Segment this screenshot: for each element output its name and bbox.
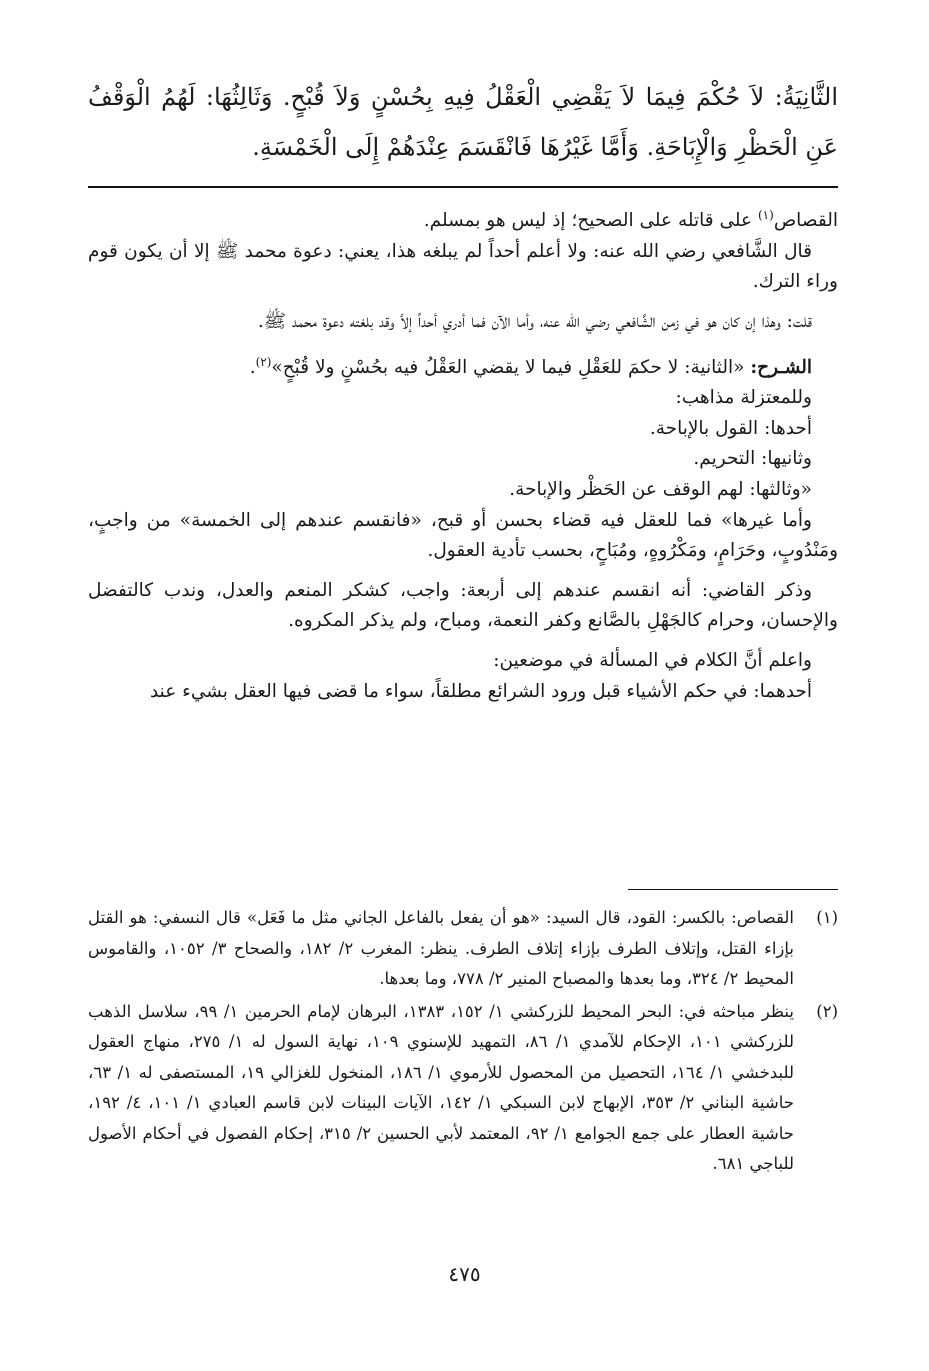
list-line-3: وثانيها: التحريم. [693, 448, 812, 470]
sharh-paragraph [88, 347, 838, 384]
matn-separator [88, 186, 838, 188]
paragraph-1 [88, 200, 838, 237]
matn-block [88, 72, 838, 172]
list-line-2: أحدها: القول بالإباحة. [649, 417, 812, 439]
paragraph-3: قلت: وهذا إن كان هو في زمن الشَّافعي رضي الله عنه، وأما الآن فما أدري أحداً إلاَّ وقد بلغته دعوة محمد ﷺ. [257, 310, 812, 332]
sharh-end: . [249, 356, 256, 378]
footnotes [88, 903, 838, 1182]
paragraph-6: واعلم أنَّ الكلام في المسألة في موضعين: [493, 650, 812, 672]
paragraph-2: قال الشَّافعي رضي الله عنه: ولا أعلم أحداً لم يبلغه هذا، يعني: دعوة محمد ﷺ إلا أن يكون قوم وراء الترك. [88, 240, 838, 293]
footnote-ref-2[interactable]: (٢) [255, 354, 272, 369]
footnote-number: (١) [816, 908, 838, 927]
matn-text: الثَّانِيَةُ: لاَ حُكْمَ فِيمَا لاَ يَقْضِي الْعَقْلُ فِيهِ بِحُسْنٍ وَلاَ قُبْحٍ. وَثَالِثُهَا: لَهُمُ الْوَقْفُ عَنِ الْحَظْرِ وَالْإِبَاحَةِ. وَأَمَّا غَيْرُهَا فَانْقَسَمَ عِنْدَهُمْ إِلَى الْخَمْسَةِ. [88, 83, 839, 161]
footnote-ref-1[interactable]: (١) [757, 208, 774, 222]
paragraph-7: أحدهما: في حكم الأشياء قبل ورود الشرائع مطلقاً، سواء ما قضى فيها العقل بشيء عند [149, 680, 812, 702]
p1-word: القصاص [773, 210, 838, 232]
footnote-1 [88, 903, 838, 995]
footnote-2 [88, 997, 838, 1180]
footnote-number: (٢) [816, 1001, 838, 1021]
footnote-separator [628, 889, 838, 890]
footnote-text: القصاص: بالكسر: القود، قال السيد: «هو أن يفعل بالفاعل الجاني مثل ما فَعَل» قال النسفي: هو القتل بإزاء القتل، وإتلاف الطرف بإزاء إتلاف الطرف. ينظر: المغرب ٢/ ١٨٢، والصحاح ٣/ ١٠٥٢، والقاموس المحيط ٢/ ٣٢٤، وما بعدها والمصباح المنير ٢/ ٧٧٨، وما بعدها. [88, 908, 794, 988]
p1-rest: على قاتله على الصحيح؛ إذ ليس هو بمسلم. [423, 210, 758, 232]
list-line-1: وللمعتزلة مذاهب: [675, 387, 812, 409]
sharh-text: «الثانية: لا حكمَ للعَقْلِ فيما لا يقضي العَقْلُ فيه بحُسْنٍ ولا قُبْحٍ» [271, 356, 751, 378]
footnote-text: ينظر مباحثه في: البحر المحيط للزركشي ١/ ١٥٢، ١٣٨٣، البرهان لإمام الحرمين ١/ ٩٩، سلاسل الذهب للزركشي ١٠١، الإحكام للآمدي ١/ ٨٦، التمهيد للإسنوي ١٠٩، نهاية السول له ١/ ٢٧٥، منهاج العقول للبدخشي ١/ ١٦٤، التحصيل من المحصول للأرموي ١/ ١٨٦، المنخول للغزالي ١٩، المستصفى له ١/ ٦٣، حاشية البناني ٢/ ٣٥٣، الإبهاج لابن السبكي ١/ ١٤٢، الآيات البينات لابن قاسم العبادي ١/ ١٠١، ٤/ ١٩٢، حاشية العطار على جمع الجوامع ١/ ٩٢، المعتمد لأبي الحسين ٢/ ٣١٥، إحكام الفصول في أحكام الأصول للباجي ٦٨١. [88, 1001, 794, 1173]
commentary-body [88, 200, 838, 707]
list-line-4: «وثالثها: لهم الوقف عن الحَظْر والإباحة. [509, 479, 812, 501]
paragraph-4: وأما غيرها» فما للعقل فيه قضاء بحسن أو قبح، «فانقسم عندهم إلى الخمسة» من واجبٍ، ومَنْدُوبٍ، وحَرَامٍ، ومَكْرُوهٍ، ومُبَاحٍ، بحسب تأدية العقول. [88, 509, 838, 562]
page-number: ٤٧٥ [448, 1262, 481, 1286]
sharh-label: الشـرح: [750, 356, 812, 378]
paragraph-5: وذكر القاضي: أنه انقسم عندهم إلى أربعة: واجب، كشكر المنعم والعدل، وندب كالتفضل والإحسان، وحرام كالجَهْلِ بالصَّانع وكفر النعمة، ومباح، ولم يذكر المكروه. [88, 579, 838, 632]
